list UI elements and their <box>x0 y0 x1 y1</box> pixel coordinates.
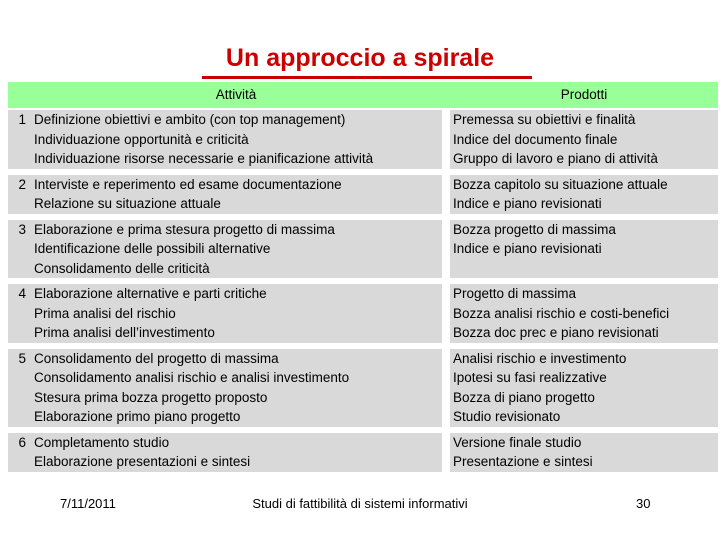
products-cell <box>450 343 718 427</box>
activities-cell <box>30 214 442 279</box>
activity-line: Elaborazione e prima stesura progetto di massima <box>34 221 335 237</box>
row-number: 6 <box>8 427 30 472</box>
header-spacer <box>8 82 30 108</box>
header-activities: Attività <box>30 82 442 108</box>
spiral-table <box>8 82 718 472</box>
product-line: Bozza progetto di massima <box>453 221 616 237</box>
table-row <box>8 343 718 427</box>
column-gap <box>442 278 450 343</box>
product-line: Progetto di massima <box>453 286 577 301</box>
activity-line: Consolidamento analisi rischio e analisi investimento <box>34 370 350 385</box>
product-line: Gruppo di lavoro e piano di attività <box>453 151 658 166</box>
activity-line: Individuazione opportunità e criticità <box>34 131 249 147</box>
products-cell <box>450 214 718 279</box>
column-gap <box>442 343 450 427</box>
activity-line: Individuazione risorse necessarie e pianificazione attività <box>34 151 374 166</box>
product-line: Bozza analisi rischio e costi-benefici <box>453 305 670 321</box>
activity-line: Consolidamento del progetto di massima <box>34 350 279 366</box>
product-line: Presentazione e sintesi <box>453 454 593 469</box>
product-line: Premessa su obiettivi e finalità <box>453 112 636 127</box>
product-line: Versione finale studio <box>453 434 582 450</box>
activity-line: Relazione su situazione attuale <box>34 196 221 211</box>
slide-title: Un approccio a spirale <box>225 44 495 72</box>
column-gap <box>442 214 450 279</box>
product-line: Indice e piano revisionati <box>453 241 602 256</box>
activity-line: Identificazione delle possibili alternative <box>34 241 271 256</box>
title-underline <box>202 76 532 79</box>
products-cell <box>450 108 718 169</box>
activity-line: Elaborazione alternative e parti critiche <box>34 286 267 301</box>
footer-page-number: 30 <box>636 496 651 511</box>
table-row <box>8 169 718 214</box>
header-products: Prodotti <box>450 82 718 108</box>
product-line: Analisi rischio e investimento <box>453 350 627 366</box>
product-line: Bozza di piano progetto <box>453 389 595 405</box>
product-line: Studio revisionato <box>453 409 561 424</box>
product-line: Ipotesi su fasi realizzative <box>453 370 607 385</box>
product-line: Indice e piano revisionati <box>453 196 602 211</box>
column-gap <box>442 108 450 169</box>
activity-line: Elaborazione presentazioni e sintesi <box>34 454 251 469</box>
activity-line: Interviste e reperimento ed esame documentazione <box>34 176 342 192</box>
row-number: 2 <box>8 169 30 214</box>
activities-cell <box>30 427 442 472</box>
activity-line: Elaborazione primo piano progetto <box>34 409 241 424</box>
product-line: Bozza capitolo su situazione attuale <box>453 176 668 192</box>
activities-cell <box>30 278 442 343</box>
row-number: 4 <box>8 278 30 343</box>
row-number: 5 <box>8 343 30 427</box>
column-gap <box>442 169 450 214</box>
activity-line: Definizione obiettivi e ambito (con top management) <box>34 112 346 127</box>
header-gap <box>442 82 450 108</box>
activity-line: Prima analisi del rischio <box>34 305 176 321</box>
product-line: Indice del documento finale <box>453 131 618 147</box>
column-gap <box>442 427 450 472</box>
activities-cell <box>30 343 442 427</box>
table-row <box>8 278 718 343</box>
table-row <box>8 108 718 169</box>
table-row <box>8 214 718 279</box>
table-row <box>8 427 718 472</box>
table-header-row <box>8 82 718 108</box>
activity-line: Consolidamento delle criticità <box>34 260 210 276</box>
products-cell <box>450 427 718 472</box>
activities-cell <box>30 169 442 214</box>
row-number: 1 <box>8 108 30 169</box>
footer-title: Studi di fattibilità di sistemi informativi <box>252 496 468 511</box>
footer-date: 7/11/2011 <box>60 496 116 511</box>
products-cell <box>450 169 718 214</box>
activities-cell <box>30 108 442 169</box>
activity-line: Prima analisi dell’investimento <box>34 325 215 340</box>
activity-line: Completamento studio <box>34 434 170 450</box>
products-cell <box>450 278 718 343</box>
row-number: 3 <box>8 214 30 279</box>
product-line: Bozza doc prec e piano revisionati <box>453 325 659 340</box>
activity-line: Stesura prima bozza progetto proposto <box>34 389 268 405</box>
